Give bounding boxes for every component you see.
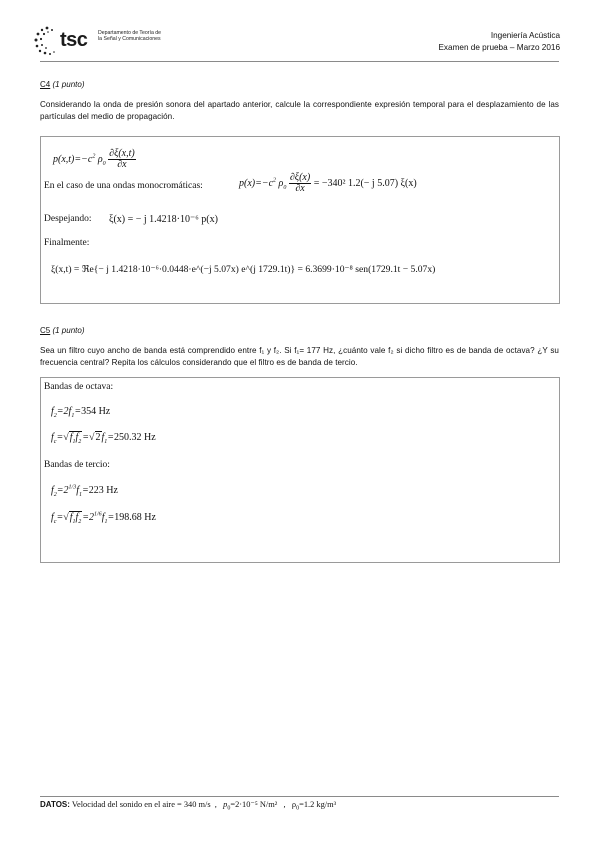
q5-ter-f2-value: 223 Hz bbox=[88, 485, 118, 496]
footer-divider bbox=[40, 796, 559, 797]
q5-label-tercio: Bandas de tercio: bbox=[44, 460, 110, 470]
header-divider bbox=[40, 61, 559, 62]
q4-eq-mono: $p(x)=-c^2$ $\rho_0$ $\frac{\partial\xi(x)}{\partial x}$ = −340² 1.2(− j 5.07) ξ(x) bbox=[239, 172, 417, 194]
q5-statement: Sea un filtro cuyo ancho de banda está comprendido entre f₁ y f₂. Si f₁= 177 Hz, ¿cuánto vale f₂ si dicho filtro es de banda de octava? ¿Y su frecuencia central? Repita los cálculos considerando que el filtro es de banda de tercio. bbox=[40, 346, 559, 367]
footer-rho0: 1.2 kg/m³ bbox=[303, 800, 337, 809]
q4-eq-general: $p(x,t)=-c^2$ $\rho_0$ $\frac{\partial\xi(x,t)}{\partial x}$ bbox=[53, 148, 135, 170]
q5-label-octava: Bandas de octava: bbox=[44, 382, 114, 392]
footer-p0: 2·10⁻⁵ N/m² bbox=[235, 800, 278, 809]
q5-oct-fc-value: 250.32 Hz bbox=[114, 432, 156, 443]
q4-label-mono: En el caso de una ondas monocromáticas: bbox=[44, 181, 203, 191]
dots-logo-icon bbox=[34, 26, 60, 56]
q5-answer-box bbox=[40, 377, 560, 563]
q4-eq-despejando: ξ(x) = − j 1.4218·10⁻⁶ p(x) bbox=[109, 214, 218, 225]
q5-eq-ter-fc: $f_c=√f_1f_2=2^{1/6}f_1=198.68$ Hz bbox=[51, 511, 156, 525]
footer-datos-label: DATOS: bbox=[40, 800, 70, 809]
q4-eq-final: ξ(x,t) = ℜe{− j 1.4218·10⁻⁶·0.0448·e^(−j 5.07x) e^(j 1729.1t)} = 6.3699·10⁻⁸ sen(1729.1t − 5.07x) bbox=[51, 264, 436, 275]
department-logo bbox=[34, 26, 184, 60]
q4-statement: Considerando la onda de presión sonora del apartado anterior, calcule la correspondiente expresión temporal para el desplazamiento de las partículas del medio de propagación. bbox=[40, 100, 559, 121]
q4-label-despejando: Despejando: bbox=[44, 214, 92, 224]
q4-answer-box bbox=[40, 136, 560, 304]
q5-heading bbox=[40, 326, 85, 335]
course-title: Ingeniería Acústica bbox=[490, 31, 560, 40]
footer-data: DATOS: Velocidad del sonido en el aire = 340 m/s , $p_0=2\cdot 10^{-5}$ N/m² , $\rho_0=1.2$ kg/m³ bbox=[40, 800, 337, 812]
logo-subtitle: Departamento de Teoría de la Señal y Comunicaciones bbox=[98, 30, 162, 43]
q5-points: (1 punto) bbox=[52, 326, 85, 335]
q4-heading bbox=[40, 80, 85, 89]
q5-eq-ter-f2: $f_2=2^{1/3}f_1=223$ Hz bbox=[51, 484, 118, 498]
header-info bbox=[438, 30, 560, 53]
exam-title: Examen de prueba – Marzo 2016 bbox=[438, 42, 560, 52]
q5-eq-oct-f2: $f_2=2f_1=354$ Hz bbox=[51, 406, 111, 419]
q5-ter-fc-value: 198.68 Hz bbox=[114, 512, 156, 523]
footer-speed: Velocidad del sonido en el aire = 340 m/s bbox=[71, 800, 211, 809]
q5-eq-oct-fc: $f_c=√f_1f_2=√2f_1=250.32$ Hz bbox=[51, 432, 156, 445]
q4-points: (1 punto) bbox=[52, 80, 85, 89]
q4-number: C4 bbox=[40, 80, 51, 89]
q5-oct-f2-value: 354 Hz bbox=[81, 406, 111, 417]
q5-number: C5 bbox=[40, 326, 51, 335]
q4-label-finalmente: Finalmente: bbox=[44, 238, 90, 248]
logo-text: tsc bbox=[60, 29, 88, 51]
q4-eq-mono-value: = −340² 1.2(− j 5.07) ξ(x) bbox=[313, 177, 417, 189]
